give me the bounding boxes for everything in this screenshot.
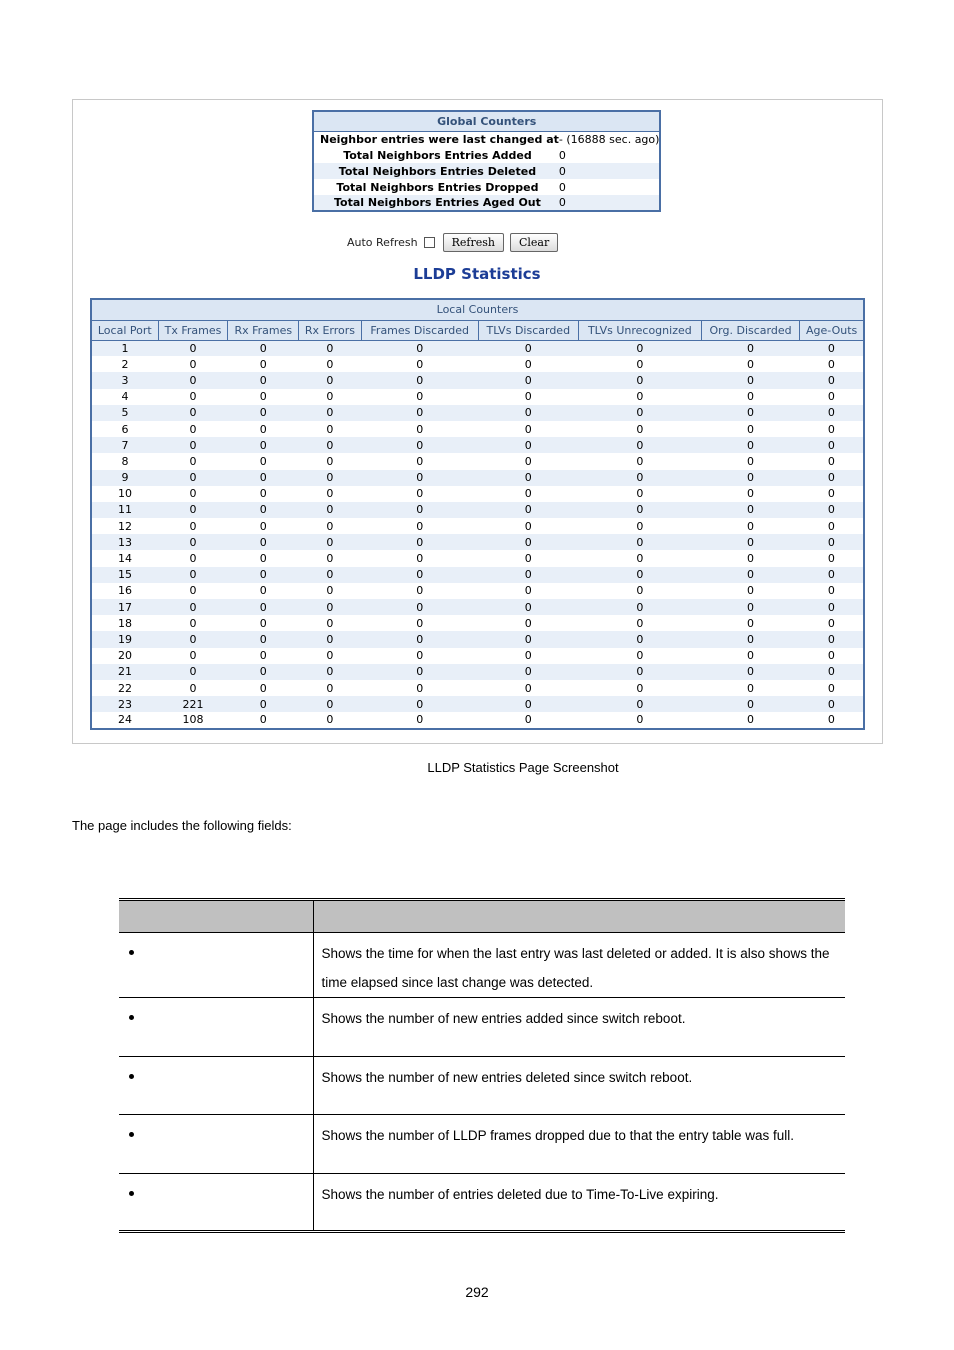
table-cell: 0 bbox=[326, 584, 334, 598]
table-cell: 0 bbox=[524, 487, 532, 501]
table-cell: 0 bbox=[189, 616, 197, 630]
table-cell: 0 bbox=[361, 696, 478, 712]
table-cell: 0 bbox=[524, 552, 532, 566]
table-cell: 0 bbox=[636, 357, 644, 371]
table-cell: 0 bbox=[416, 487, 424, 501]
global-counter-row bbox=[313, 163, 660, 179]
table-cell: 0 bbox=[189, 390, 197, 404]
table-cell: 0 bbox=[524, 390, 532, 404]
table-cell: 0 bbox=[361, 405, 478, 421]
table-cell: 0 bbox=[827, 357, 835, 371]
table-cell: 0 bbox=[228, 599, 299, 615]
table-cell: 0 bbox=[800, 599, 864, 615]
table-cell: 0 bbox=[800, 664, 864, 680]
table-cell: 0 bbox=[189, 519, 197, 533]
table-cell: 0 bbox=[228, 340, 299, 356]
table-cell: 0 bbox=[158, 437, 228, 453]
column-header: Org. Discarded bbox=[701, 320, 799, 340]
table-cell: 0 bbox=[827, 681, 835, 695]
table-cell: 7 bbox=[91, 437, 158, 453]
table-cell: 0 bbox=[747, 357, 755, 371]
table-cell: 0 bbox=[478, 631, 578, 647]
field-object-cell bbox=[119, 1056, 313, 1115]
table-cell: 0 bbox=[361, 534, 478, 550]
field-object-cell bbox=[119, 1173, 313, 1232]
table-cell: 5 bbox=[91, 405, 158, 421]
table-cell: 0 bbox=[800, 502, 864, 518]
table-cell: 0 bbox=[636, 454, 644, 468]
table-cell: 0 bbox=[326, 649, 334, 663]
table-cell: 0 bbox=[636, 584, 644, 598]
table-cell: 23 bbox=[91, 696, 158, 712]
table-cell: 0 bbox=[299, 696, 361, 712]
field-description: Shows the number of new entries added since switch reboot. bbox=[313, 998, 845, 1057]
table-cell: 2 bbox=[121, 357, 129, 371]
table-cell: 1 bbox=[91, 340, 158, 356]
table-cell: 0 bbox=[326, 390, 334, 404]
table-cell: 0 bbox=[701, 502, 799, 518]
field-description: Shows the number of new entries deleted since switch reboot. bbox=[313, 1056, 845, 1115]
table-cell: 14 bbox=[118, 552, 133, 566]
auto-refresh-checkbox[interactable] bbox=[424, 237, 435, 248]
table-cell: 15 bbox=[91, 567, 158, 583]
table-cell: 0 bbox=[228, 405, 299, 421]
table-cell: 0 bbox=[259, 552, 267, 566]
column-header: Age-Outs bbox=[800, 320, 864, 340]
table-cell: 6 bbox=[121, 422, 129, 436]
table-cell: 0 bbox=[189, 357, 197, 371]
table-cell: 0 bbox=[478, 340, 578, 356]
table-cell: 16 bbox=[118, 584, 133, 598]
table-cell: 0 bbox=[800, 405, 864, 421]
table-row bbox=[91, 470, 864, 486]
table-cell: 221 bbox=[158, 696, 228, 712]
table-cell: 0 bbox=[299, 437, 361, 453]
table-cell: 0 bbox=[361, 437, 478, 453]
global-counter-value: 0 bbox=[558, 148, 566, 162]
field-row bbox=[119, 1173, 845, 1232]
table-cell: 11 bbox=[91, 502, 158, 518]
table-row bbox=[91, 680, 864, 696]
table-row bbox=[91, 502, 864, 518]
table-cell: 0 bbox=[416, 519, 424, 533]
table-cell: 0 bbox=[416, 681, 424, 695]
table-cell: 0 bbox=[416, 552, 424, 566]
table-cell: 0 bbox=[326, 616, 334, 630]
table-cell: 12 bbox=[118, 519, 133, 533]
table-row bbox=[91, 372, 864, 388]
table-cell: 0 bbox=[827, 713, 835, 727]
table-cell: 0 bbox=[747, 422, 755, 436]
table-cell: 0 bbox=[416, 422, 424, 436]
table-cell: 0 bbox=[259, 713, 267, 727]
table-cell: 0 bbox=[636, 487, 644, 501]
global-counter-label: Total Neighbors Entries Deleted bbox=[313, 163, 559, 179]
global-counters-caption: Global Counters bbox=[313, 111, 660, 131]
table-cell: 0 bbox=[228, 372, 299, 388]
description-column-header bbox=[313, 900, 845, 933]
table-cell: 13 bbox=[91, 534, 158, 550]
table-cell: 0 bbox=[361, 664, 478, 680]
table-cell: 0 bbox=[478, 567, 578, 583]
table-cell: 0 bbox=[578, 372, 701, 388]
table-cell: 0 bbox=[747, 487, 755, 501]
global-counter-label: Total Neighbors Entries Dropped bbox=[336, 180, 539, 194]
table-row bbox=[91, 421, 864, 437]
table-cell: 0 bbox=[326, 519, 334, 533]
table-cell: 19 bbox=[91, 631, 158, 647]
table-cell: 0 bbox=[326, 487, 334, 501]
table-cell: 0 bbox=[747, 552, 755, 566]
column-header: TLVs Discarded bbox=[478, 320, 578, 340]
table-cell: 0 bbox=[228, 437, 299, 453]
page-title: LLDP Statistics bbox=[413, 265, 541, 283]
table-cell: 0 bbox=[361, 599, 478, 615]
table-cell: 0 bbox=[701, 631, 799, 647]
table-cell: 0 bbox=[326, 681, 334, 695]
table-cell: 0 bbox=[578, 502, 701, 518]
table-cell: 0 bbox=[416, 584, 424, 598]
table-cell: 0 bbox=[299, 340, 361, 356]
table-cell: 0 bbox=[228, 664, 299, 680]
table-row bbox=[91, 599, 864, 615]
table-cell: 0 bbox=[827, 390, 835, 404]
field-object-cell bbox=[119, 998, 313, 1057]
table-cell: 0 bbox=[416, 713, 424, 727]
field-row bbox=[119, 1115, 845, 1174]
table-cell: 0 bbox=[800, 437, 864, 453]
table-cell: 0 bbox=[578, 567, 701, 583]
figure-caption: LLDP Statistics Page Screenshot bbox=[427, 760, 619, 775]
table-cell: 0 bbox=[326, 454, 334, 468]
table-cell: 0 bbox=[524, 519, 532, 533]
last-changed-value: - (16888 sec. ago) bbox=[558, 132, 660, 146]
table-cell: 0 bbox=[524, 681, 532, 695]
table-cell: 0 bbox=[361, 567, 478, 583]
table-cell: 0 bbox=[747, 390, 755, 404]
table-cell: 8 bbox=[121, 454, 129, 468]
table-cell: 0 bbox=[299, 534, 361, 550]
table-cell: 0 bbox=[259, 616, 267, 630]
global-counter-row bbox=[313, 195, 660, 211]
table-cell: 0 bbox=[259, 390, 267, 404]
table-cell: 17 bbox=[91, 599, 158, 615]
table-cell: 0 bbox=[361, 631, 478, 647]
field-row bbox=[119, 998, 845, 1057]
table-cell: 0 bbox=[524, 713, 532, 727]
table-cell: 0 bbox=[478, 599, 578, 615]
table-cell: 18 bbox=[118, 616, 133, 630]
column-header: Rx Errors bbox=[299, 320, 361, 340]
intro-text: The page includes the following fields: bbox=[72, 818, 292, 833]
global-counter-label: Total Neighbors Entries Added bbox=[343, 148, 532, 162]
table-cell: 4 bbox=[121, 390, 129, 404]
table-cell: 0 bbox=[800, 372, 864, 388]
table-cell: 0 bbox=[478, 437, 578, 453]
table-cell: 0 bbox=[800, 340, 864, 356]
clear-button[interactable]: Clear bbox=[510, 233, 558, 252]
table-cell: 0 bbox=[158, 664, 228, 680]
table-cell: 0 bbox=[747, 616, 755, 630]
table-cell: 0 bbox=[701, 437, 799, 453]
table-cell: 0 bbox=[189, 681, 197, 695]
global-counter-value: 0 bbox=[559, 195, 661, 211]
field-description-table bbox=[119, 898, 845, 1233]
table-cell: 0 bbox=[578, 631, 701, 647]
table-cell: 0 bbox=[299, 405, 361, 421]
table-cell: 0 bbox=[827, 422, 835, 436]
table-cell: 0 bbox=[189, 487, 197, 501]
table-cell: 0 bbox=[326, 357, 334, 371]
global-counters-table bbox=[312, 110, 661, 212]
field-description: Shows the number of LLDP frames dropped due to that the entry table was full. bbox=[313, 1115, 845, 1174]
table-cell: 0 bbox=[259, 487, 267, 501]
table-cell: 0 bbox=[361, 502, 478, 518]
table-cell: 0 bbox=[578, 599, 701, 615]
table-cell: 0 bbox=[416, 616, 424, 630]
table-cell: 0 bbox=[524, 422, 532, 436]
table-cell: 0 bbox=[478, 534, 578, 550]
table-cell: 0 bbox=[827, 616, 835, 630]
table-cell: 0 bbox=[636, 681, 644, 695]
global-counter-row bbox=[313, 147, 660, 163]
table-cell: 0 bbox=[158, 631, 228, 647]
table-cell: 0 bbox=[478, 405, 578, 421]
table-cell: 0 bbox=[299, 470, 361, 486]
table-cell: 3 bbox=[91, 372, 158, 388]
table-cell: 0 bbox=[524, 584, 532, 598]
table-cell: 0 bbox=[228, 631, 299, 647]
table-row bbox=[91, 340, 864, 356]
table-cell: 0 bbox=[701, 340, 799, 356]
table-cell: 0 bbox=[827, 454, 835, 468]
table-cell: 0 bbox=[259, 357, 267, 371]
table-cell: 9 bbox=[91, 470, 158, 486]
table-cell: 0 bbox=[827, 519, 835, 533]
table-cell: 0 bbox=[259, 519, 267, 533]
table-row bbox=[91, 550, 864, 566]
table-cell: 108 bbox=[182, 713, 204, 727]
page-number: 292 bbox=[465, 1284, 489, 1300]
local-counters-table bbox=[90, 298, 865, 730]
table-cell: 0 bbox=[636, 552, 644, 566]
table-cell: 0 bbox=[800, 470, 864, 486]
table-cell: 0 bbox=[701, 567, 799, 583]
table-cell: 0 bbox=[478, 696, 578, 712]
table-cell: 0 bbox=[416, 390, 424, 404]
table-row bbox=[91, 712, 864, 728]
table-cell: 0 bbox=[578, 664, 701, 680]
table-cell: 0 bbox=[189, 552, 197, 566]
table-cell: 0 bbox=[701, 599, 799, 615]
table-cell: 0 bbox=[228, 534, 299, 550]
auto-refresh-controls bbox=[347, 233, 564, 252]
table-cell: 20 bbox=[118, 649, 133, 663]
table-cell: 0 bbox=[299, 502, 361, 518]
table-cell: 0 bbox=[578, 470, 701, 486]
table-cell: 24 bbox=[118, 713, 133, 727]
last-changed-label: Neighbor entries were last changed at bbox=[320, 132, 559, 146]
bullet-icon bbox=[129, 950, 134, 955]
table-cell: 0 bbox=[189, 649, 197, 663]
table-row bbox=[91, 631, 864, 647]
refresh-button[interactable]: Refresh bbox=[443, 233, 504, 252]
column-header: Local Port bbox=[91, 320, 158, 340]
column-header: Tx Frames bbox=[158, 320, 228, 340]
table-cell: 0 bbox=[478, 502, 578, 518]
bullet-icon bbox=[129, 1074, 134, 1079]
table-cell: 22 bbox=[118, 681, 133, 695]
field-row bbox=[119, 933, 845, 998]
column-header: TLVs Unrecognized bbox=[578, 320, 701, 340]
table-cell: 0 bbox=[747, 584, 755, 598]
table-cell: 0 bbox=[259, 422, 267, 436]
table-cell: 0 bbox=[228, 502, 299, 518]
table-cell: 0 bbox=[478, 372, 578, 388]
table-cell: 0 bbox=[800, 567, 864, 583]
table-cell: 0 bbox=[416, 454, 424, 468]
table-cell: 0 bbox=[747, 713, 755, 727]
table-cell: 0 bbox=[827, 552, 835, 566]
column-header: Frames Discarded bbox=[361, 320, 478, 340]
field-row bbox=[119, 1056, 845, 1115]
table-cell: 0 bbox=[478, 664, 578, 680]
column-header: Rx Frames bbox=[228, 320, 299, 340]
table-cell: 0 bbox=[701, 372, 799, 388]
table-cell: 0 bbox=[800, 534, 864, 550]
table-cell: 0 bbox=[189, 454, 197, 468]
table-cell: 0 bbox=[524, 357, 532, 371]
field-description: Shows the time for when the last entry was last deleted or added. It is also shows the time elapsed since last change was detected. bbox=[313, 933, 845, 998]
table-cell: 0 bbox=[701, 405, 799, 421]
table-row bbox=[91, 356, 864, 372]
field-object-cell bbox=[119, 933, 313, 998]
bullet-icon bbox=[129, 1132, 134, 1137]
table-cell: 0 bbox=[158, 372, 228, 388]
table-cell: 0 bbox=[158, 470, 228, 486]
table-row bbox=[91, 389, 864, 405]
table-cell: 0 bbox=[299, 664, 361, 680]
table-row bbox=[91, 567, 864, 583]
table-cell: 0 bbox=[747, 681, 755, 695]
table-row bbox=[91, 648, 864, 664]
table-row bbox=[91, 486, 864, 502]
table-cell: 0 bbox=[228, 696, 299, 712]
table-cell: 0 bbox=[361, 340, 478, 356]
local-counters-caption: Local Counters bbox=[91, 299, 864, 320]
table-cell: 0 bbox=[701, 696, 799, 712]
table-row bbox=[91, 583, 864, 599]
table-cell: 0 bbox=[299, 567, 361, 583]
field-object-cell bbox=[119, 1115, 313, 1174]
table-cell: 0 bbox=[299, 631, 361, 647]
table-cell: 0 bbox=[524, 454, 532, 468]
table-cell: 0 bbox=[189, 422, 197, 436]
object-column-header bbox=[119, 900, 313, 933]
table-cell: 0 bbox=[259, 454, 267, 468]
table-cell: 0 bbox=[228, 470, 299, 486]
table-cell: 10 bbox=[118, 487, 133, 501]
table-cell: 0 bbox=[800, 696, 864, 712]
table-row bbox=[91, 534, 864, 550]
table-row bbox=[91, 615, 864, 631]
table-cell: 0 bbox=[158, 340, 228, 356]
table-cell: 0 bbox=[827, 487, 835, 501]
table-cell: 0 bbox=[578, 696, 701, 712]
table-cell: 0 bbox=[478, 470, 578, 486]
table-cell: 0 bbox=[326, 552, 334, 566]
table-cell: 0 bbox=[747, 454, 755, 468]
table-cell: 0 bbox=[259, 649, 267, 663]
table-row bbox=[91, 405, 864, 421]
table-cell: 0 bbox=[326, 422, 334, 436]
global-counter-row bbox=[313, 179, 660, 195]
table-cell: 0 bbox=[827, 584, 835, 598]
table-cell: 21 bbox=[91, 664, 158, 680]
field-description: Shows the number of entries deleted due to Time-To-Live expiring. bbox=[321, 1186, 719, 1202]
table-cell: 0 bbox=[636, 616, 644, 630]
table-cell: 0 bbox=[158, 502, 228, 518]
table-cell: 0 bbox=[636, 649, 644, 663]
table-cell: 0 bbox=[636, 422, 644, 436]
table-cell: 0 bbox=[259, 584, 267, 598]
table-cell: 0 bbox=[158, 534, 228, 550]
bullet-icon bbox=[129, 1191, 134, 1196]
table-cell: 0 bbox=[636, 390, 644, 404]
table-cell: 0 bbox=[636, 519, 644, 533]
table-cell: 0 bbox=[361, 470, 478, 486]
table-cell: 0 bbox=[524, 616, 532, 630]
table-cell: 0 bbox=[701, 664, 799, 680]
table-cell: 0 bbox=[361, 372, 478, 388]
global-counter-value: 0 bbox=[558, 180, 566, 194]
table-cell: 0 bbox=[747, 519, 755, 533]
table-cell: 0 bbox=[416, 649, 424, 663]
table-cell: 0 bbox=[259, 681, 267, 695]
table-cell: 0 bbox=[578, 437, 701, 453]
table-cell: 0 bbox=[578, 405, 701, 421]
table-cell: 0 bbox=[524, 649, 532, 663]
table-row bbox=[91, 453, 864, 469]
table-cell: 0 bbox=[158, 567, 228, 583]
table-cell: 0 bbox=[747, 649, 755, 663]
global-counter-label: Total Neighbors Entries Aged Out bbox=[313, 195, 559, 211]
table-cell: 0 bbox=[800, 631, 864, 647]
bullet-icon bbox=[129, 1015, 134, 1020]
table-cell: 0 bbox=[299, 599, 361, 615]
global-counter-value: 0 bbox=[559, 163, 661, 179]
table-row bbox=[91, 437, 864, 453]
table-cell: 0 bbox=[326, 713, 334, 727]
table-cell: 0 bbox=[189, 584, 197, 598]
table-cell: 0 bbox=[578, 340, 701, 356]
table-cell: 0 bbox=[158, 405, 228, 421]
table-cell: 0 bbox=[636, 713, 644, 727]
table-cell: 0 bbox=[827, 649, 835, 663]
table-row bbox=[91, 518, 864, 534]
auto-refresh-label: Auto Refresh bbox=[347, 236, 418, 249]
table-cell: 0 bbox=[701, 534, 799, 550]
table-cell: 0 bbox=[299, 372, 361, 388]
table-cell: 0 bbox=[416, 357, 424, 371]
table-cell: 0 bbox=[158, 599, 228, 615]
table-cell: 0 bbox=[701, 470, 799, 486]
table-cell: 0 bbox=[228, 567, 299, 583]
table-row bbox=[91, 696, 864, 712]
table-cell: 0 bbox=[578, 534, 701, 550]
table-row bbox=[91, 664, 864, 680]
